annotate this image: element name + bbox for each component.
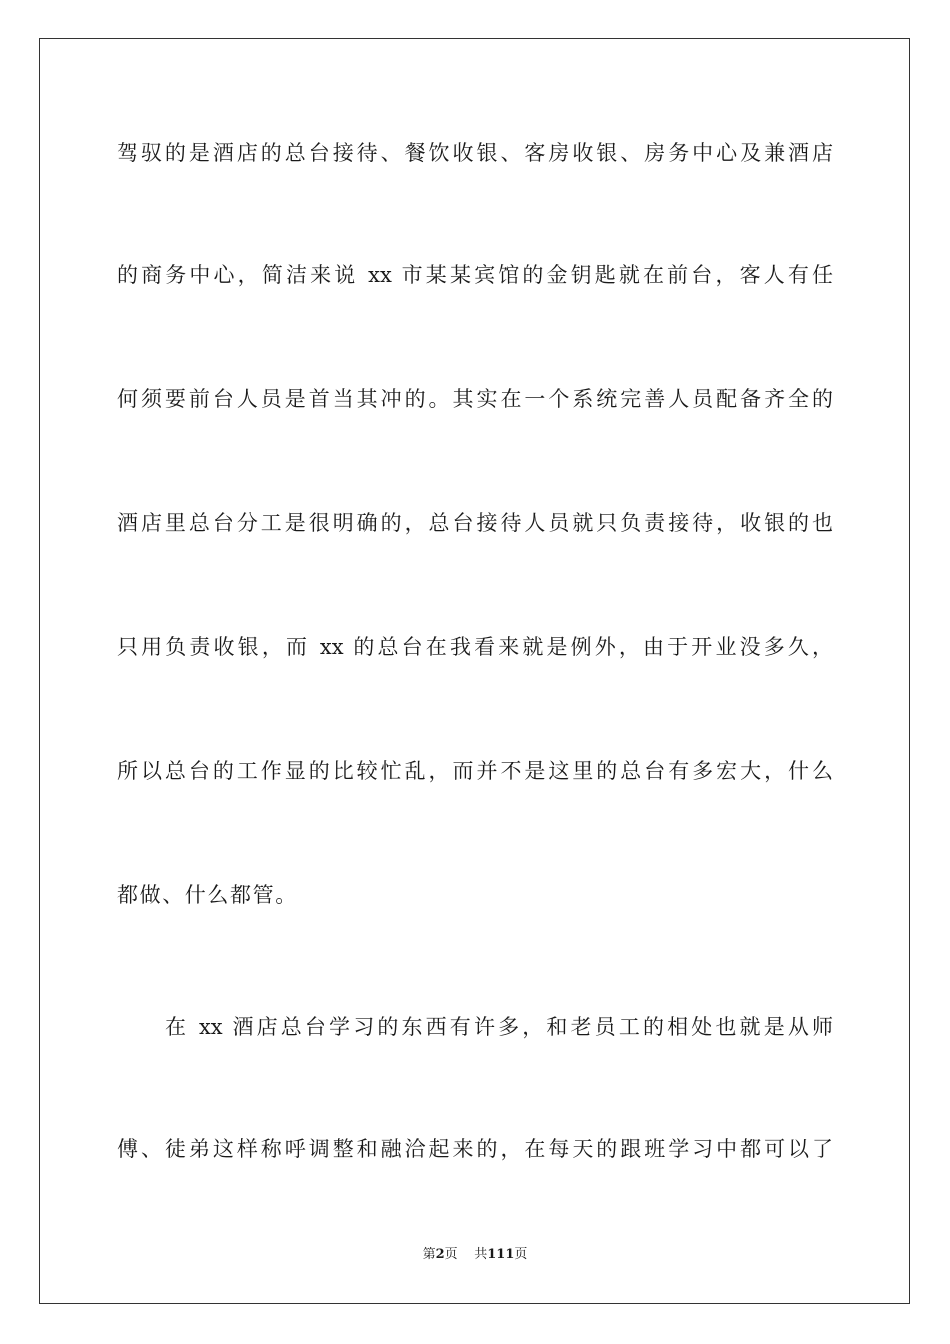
body-text-line-9: 傅、徒弟这样称呼调整和融洽起来的，在每天的跟班学习中都可以了 <box>117 1137 833 1161</box>
footer-total-suffix: 页 <box>514 1247 528 1262</box>
body-text-line-6: 所以总台的工作显的比较忙乱，而并不是这里的总台有多宏大，什么 <box>117 759 833 783</box>
footer-total-pages: 111 <box>487 1247 515 1262</box>
body-text-line-2: 的商务中心，简洁来说 xx 市某某宾馆的金钥匙就在前台，客人有任 <box>117 263 833 287</box>
body-text-line-7: 都做、什么都管。 <box>117 883 298 907</box>
footer-total-prefix: 共 <box>474 1247 488 1262</box>
footer-page-number: 2 <box>435 1247 445 1262</box>
body-text-line-8: 在 xx 酒店总台学习的东西有许多，和老员工的相处也就是从师 <box>165 1015 833 1039</box>
page-border <box>39 38 910 1304</box>
footer-page-suffix: 页 <box>444 1247 458 1262</box>
body-text-line-3: 何须要前台人员是首当其冲的。其实在一个系统完善人员配备齐全的 <box>117 387 833 411</box>
body-text-line-5: 只用负责收银，而 xx 的总台在我看来就是例外，由于开业没多久， <box>117 635 833 659</box>
body-text-line-4: 酒店里总台分工是很明确的，总台接待人员就只负责接待，收银的也 <box>117 511 833 535</box>
body-text-line-1: 驾驭的是酒店的总台接待、餐饮收银、客房收银、房务中心及兼酒店 <box>117 141 833 165</box>
page-footer <box>0 1246 950 1264</box>
footer-page-prefix: 第 <box>422 1247 436 1262</box>
